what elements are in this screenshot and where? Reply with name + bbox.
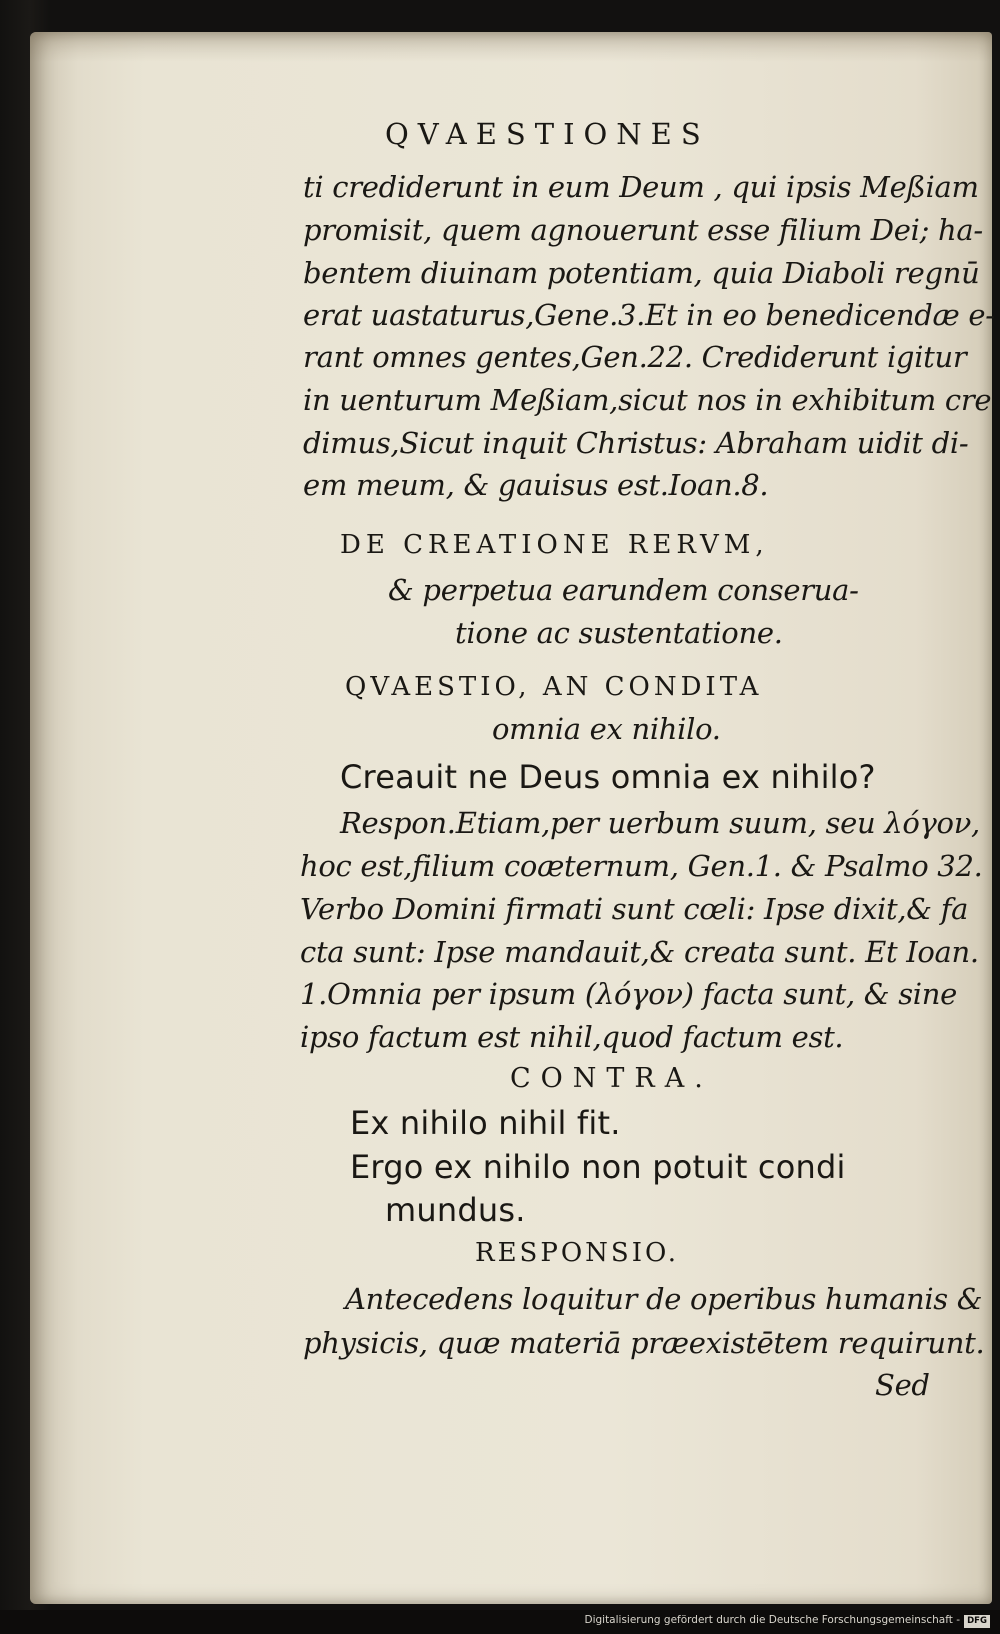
contra-line: Ex nihilo nihil fit. bbox=[350, 1104, 621, 1142]
catchword: Sed bbox=[875, 1368, 930, 1402]
text-line: ipso factum est nihil,quod factum est. bbox=[300, 1020, 844, 1054]
section-heading: DE CREATIONE RERVM, bbox=[340, 530, 769, 560]
text-line: in uenturum Meßiam,sicut nos in exhibitum cre bbox=[303, 383, 992, 417]
text-line: em meum, & gauisus est.Ioan.8. bbox=[303, 468, 769, 502]
text-line: bentem diuinam potentiam, quia Diaboli regnū bbox=[303, 256, 980, 290]
question-subheading: omnia ex nihilo. bbox=[492, 712, 721, 746]
section-subheading-line: tione ac sustentatione. bbox=[455, 616, 783, 650]
text-line: hoc est,filium coæternum, Gen.1. & Psalmo 32. bbox=[300, 849, 983, 883]
text-line: Respon.Etiam,per uerbum suum, seu λόγον, bbox=[340, 806, 980, 840]
text-line: 1.Omnia per ipsum (λόγον) facta sunt, & sine bbox=[300, 977, 958, 1011]
contra-line: Ergo ex nihilo non potuit condi bbox=[350, 1148, 846, 1186]
section-subheading-line: & perpetua earundem conserua- bbox=[388, 573, 859, 607]
text-line: ti crediderunt in eum Deum , qui ipsis Meßiam bbox=[303, 170, 979, 204]
text-line: rant omnes gentes,Gen.22. Crediderunt igitur bbox=[303, 340, 967, 374]
text-line: dimus,Sicut inquit Christus: Abraham uidit di- bbox=[303, 426, 969, 460]
running-header: QVAESTIONES bbox=[385, 117, 710, 151]
contra-heading: CONTRA. bbox=[510, 1063, 713, 1094]
text-line: erat uastaturus,Gene.3.Et in eo benedicendæ e- bbox=[303, 298, 995, 332]
text-line: promisit, quem agnouerunt esse filium Dei; ha- bbox=[303, 213, 983, 247]
contra-line: mundus. bbox=[385, 1191, 526, 1229]
text-line: Antecedens loquitur de operibus humanis & bbox=[345, 1282, 983, 1316]
question-heading: QVAESTIO, AN CONDITA bbox=[345, 672, 763, 702]
text-line: physicis, quæ materiā præexistētem requirunt. bbox=[303, 1326, 985, 1360]
footer-credit: Digitalisierung gefördert durch die Deutsche Forschungsgemeinschaft - bbox=[584, 1614, 960, 1626]
text-line: cta sunt: Ipse mandauit,& creata sunt. Et Ioan. bbox=[300, 935, 979, 969]
text-line: Verbo Domini firmati sunt cœli: Ipse dixit,& fa bbox=[300, 892, 969, 926]
dfg-logo: DFG bbox=[964, 1615, 990, 1628]
question-text: Creauit ne Deus omnia ex nihilo? bbox=[340, 758, 876, 796]
responsio-heading: RESPONSIO. bbox=[475, 1238, 680, 1268]
